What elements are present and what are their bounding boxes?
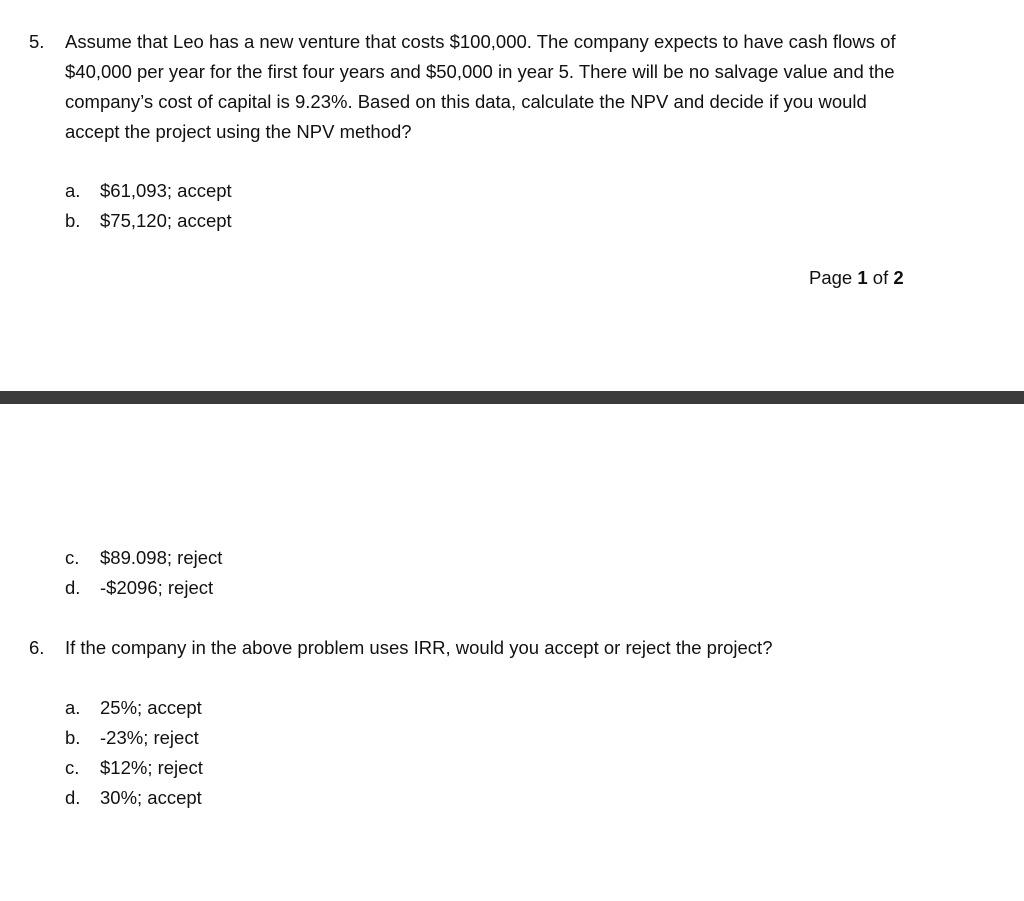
question-6-option-d — [65, 783, 203, 813]
page-number-prefix: Page — [809, 267, 858, 288]
page-break-divider — [0, 391, 1024, 404]
option-letter: a. — [65, 180, 81, 201]
question-6-option-a — [65, 693, 203, 723]
option-text: $61,093; accept — [100, 180, 232, 201]
question-6-option-c — [65, 753, 203, 783]
question-6-text: If the company in the above problem uses IRR, would you accept or reject the project? — [65, 637, 773, 658]
option-letter: c. — [65, 547, 80, 568]
page-number-total: 2 — [893, 267, 904, 288]
page-number-footer — [809, 263, 904, 293]
option-letter: b. — [65, 210, 81, 231]
option-text: $12%; reject — [100, 757, 203, 778]
question-5-text: Assume that Leo has a new venture that costs $100,000. The company expects to have cash flows of $40,000 per year for the first four years and $50,000 in year 5. There will be no salvage value and the company’s cost of capital is 9.23%. Based on this data, calculate the NPV and decide if you would accept the project using the NPV method? — [65, 31, 896, 142]
question-5-options — [65, 176, 232, 236]
option-text: -23%; reject — [100, 727, 199, 748]
page-number-separator: of — [867, 267, 894, 288]
question-5-options-continued — [65, 543, 222, 603]
option-letter: b. — [65, 727, 81, 748]
option-text: -$2096; reject — [100, 577, 214, 598]
page-number-current: 1 — [857, 267, 868, 288]
question-5-option-d — [65, 573, 222, 603]
option-text: $75,120; accept — [100, 210, 232, 231]
document-page-2 — [0, 404, 1024, 901]
option-text: $89.098; reject — [100, 547, 223, 568]
question-5-option-a — [65, 176, 232, 206]
question-6-number: 6. — [29, 637, 45, 658]
option-letter: a. — [65, 697, 81, 718]
option-letter: d. — [65, 577, 81, 598]
option-text: 30%; accept — [100, 787, 202, 808]
option-text: 25%; accept — [100, 697, 202, 718]
question-6-option-b — [65, 723, 203, 753]
option-letter: c. — [65, 757, 80, 778]
question-5-option-b — [65, 206, 232, 236]
document-page-1 — [0, 0, 1024, 391]
question-5-option-c — [65, 543, 222, 573]
option-letter: d. — [65, 787, 81, 808]
question-5-number: 5. — [29, 31, 45, 52]
question-6-options — [65, 693, 203, 813]
